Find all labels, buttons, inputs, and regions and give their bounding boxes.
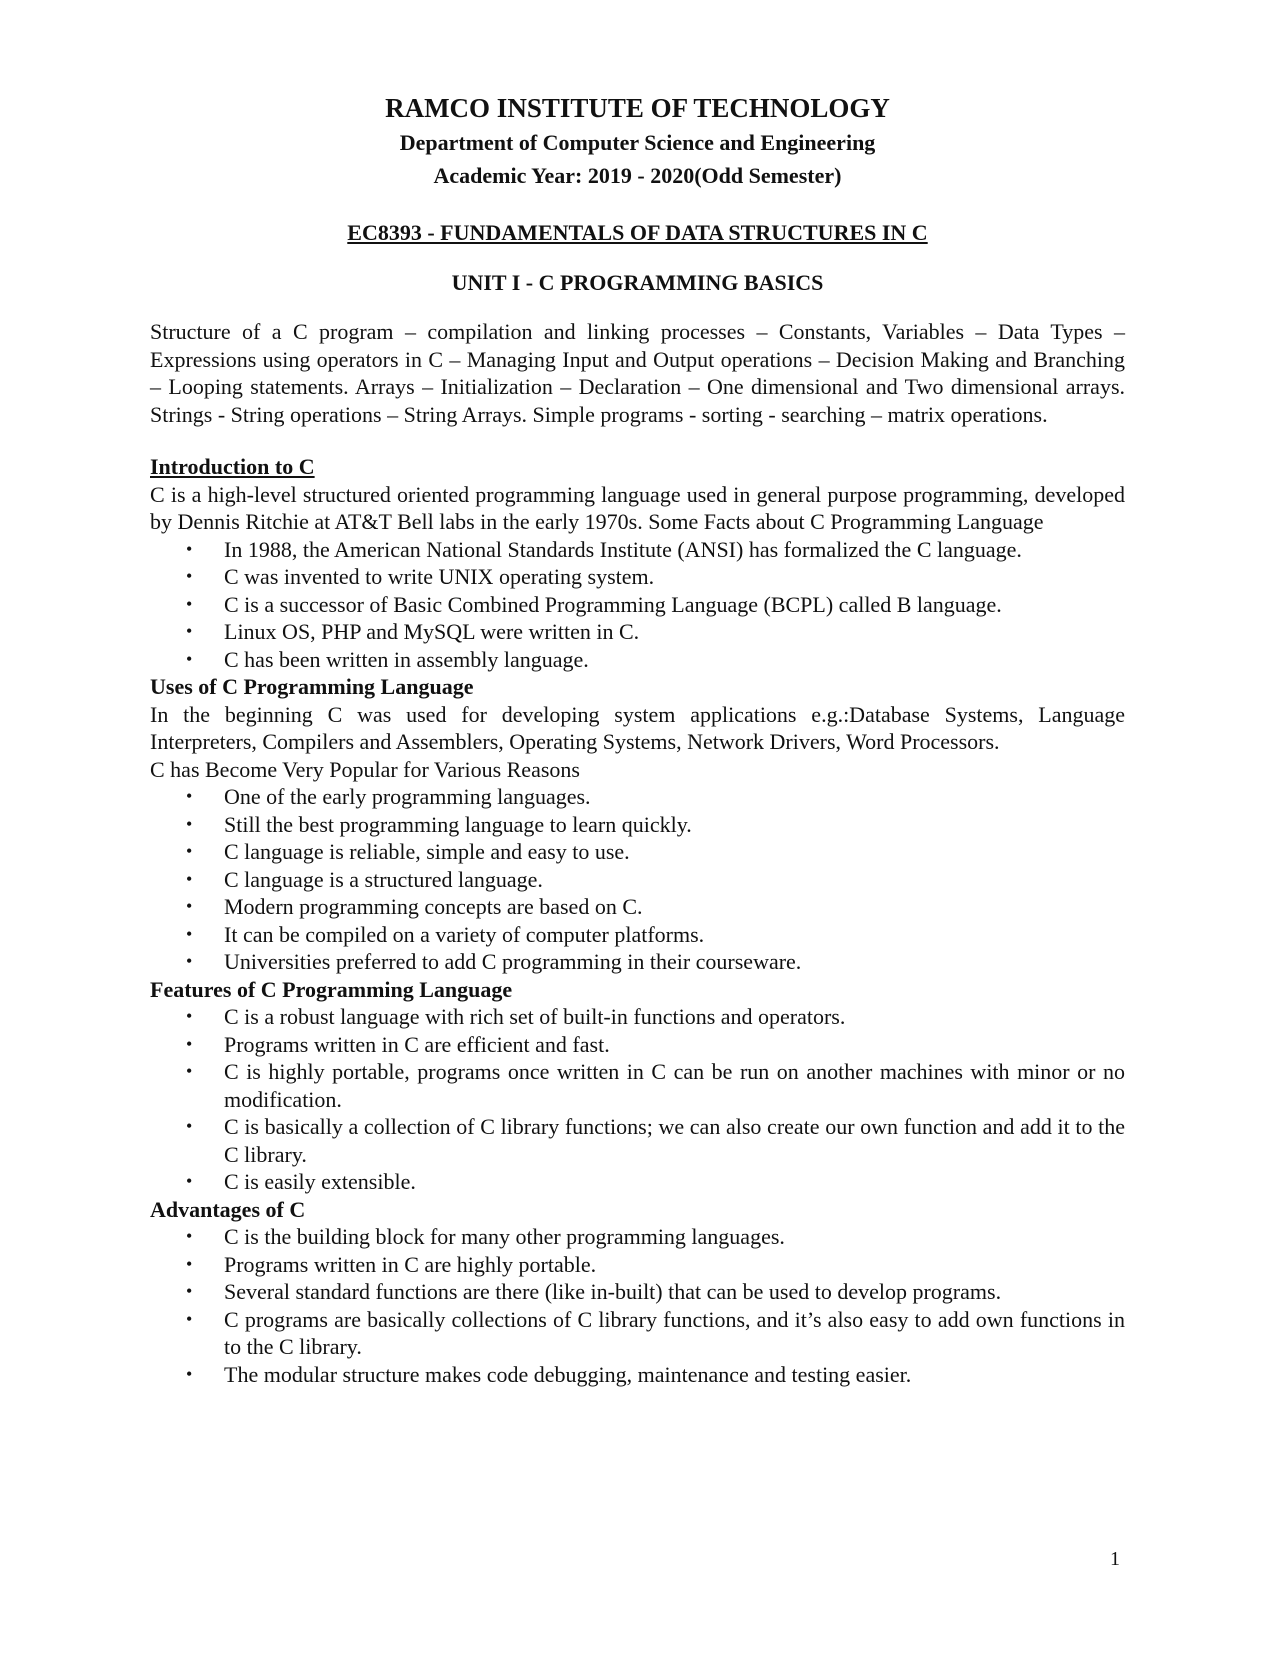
uses-paragraph: In the beginning C was used for developing system applications e.g.:Database Systems, Language Interpreters, Compilers and Assemblers, Operating Systems, Network Drivers, Word Processors.: [150, 701, 1125, 754]
list-item: • C language is reliable, simple and easy to use.: [150, 838, 1125, 866]
list-item: • C has been written in assembly language.: [150, 646, 1125, 674]
list-item: • Universities preferred to add C programming in their courseware.: [150, 948, 1125, 976]
list-item: • C is the building block for many other programming languages.: [150, 1223, 1125, 1251]
list-item: • It can be compiled on a variety of computer platforms.: [150, 921, 1125, 949]
department-name: Department of Computer Science and Engineering: [399, 130, 876, 155]
page-number: 1: [1110, 1548, 1120, 1570]
syllabus-paragraph: Structure of a C program – compilation and linking processes – Constants, Variables – Data Types – Expressions using operators in C – Managing Input and Output operations – Decision Making and Branching – Looping statements. Arrays – Initialization – Declaration – One dimensional and Two dimensional arrays. Strings - String operations – String Arrays. Simple programs - sorting - searching – matrix operations.: [150, 319, 1125, 427]
list-item: • In 1988, the American National Standards Institute (ANSI) has formalized the C language.: [150, 536, 1125, 564]
advantages-list: [150, 1223, 1125, 1388]
unit-title: UNIT I - C PROGRAMMING BASICS: [451, 270, 824, 295]
list-item: • C is a successor of Basic Combined Programming Language (BCPL) called B language.: [150, 591, 1125, 619]
list-item: • Linux OS, PHP and MySQL were written in C.: [150, 618, 1125, 646]
institute-title: RAMCO INSTITUTE OF TECHNOLOGY: [385, 93, 890, 123]
features-list: [150, 1003, 1125, 1196]
reasons-list: [150, 783, 1125, 976]
intro-heading: Introduction to C: [150, 454, 315, 479]
list-item: • C language is a structured language.: [150, 866, 1125, 894]
academic-year: Academic Year: 2019 - 2020(Odd Semester): [433, 163, 842, 188]
list-item: • One of the early programming languages.: [150, 783, 1125, 811]
features-heading: Features of C Programming Language: [150, 976, 513, 1002]
list-item: • Modern programming concepts are based on C.: [150, 893, 1125, 921]
list-item: • C was invented to write UNIX operating system.: [150, 563, 1125, 591]
intro-paragraph: C is a high-level structured oriented programming language used in general purpose programming, developed by Dennis Ritchie at AT&T Bell labs in the early 1970s. Some Facts about C Programming Language: [150, 481, 1125, 534]
list-item: • Still the best programming language to learn quickly.: [150, 811, 1125, 839]
popular-paragraph: C has Become Very Popular for Various Reasons: [150, 756, 580, 782]
list-item: • C is easily extensible.: [150, 1168, 1125, 1196]
list-item: • C is basically a collection of C library functions; we can also create our own function and add it to the C library.: [150, 1113, 1125, 1168]
list-item: • The modular structure makes code debugging, maintenance and testing easier.: [150, 1361, 1125, 1389]
list-item: • Programs written in C are efficient and fast.: [150, 1031, 1125, 1059]
list-item: • C is a robust language with rich set of built-in functions and operators.: [150, 1003, 1125, 1031]
page-content: [150, 90, 1125, 1388]
advantages-heading: Advantages of C: [150, 1196, 306, 1222]
list-item: • Several standard functions are there (like in-built) that can be used to develop programs.: [150, 1278, 1125, 1306]
uses-heading: Uses of C Programming Language: [150, 674, 474, 699]
list-item: • Programs written in C are highly portable.: [150, 1251, 1125, 1279]
facts-list: [150, 536, 1125, 674]
list-item: • C programs are basically collections of C library functions, and it’s also easy to add own functions in to the C library.: [150, 1306, 1125, 1361]
list-item: • C is highly portable, programs once written in C can be run on another machines with minor or no modification.: [150, 1058, 1125, 1113]
course-title: EC8393 - FUNDAMENTALS OF DATA STRUCTURES IN C: [347, 220, 928, 245]
